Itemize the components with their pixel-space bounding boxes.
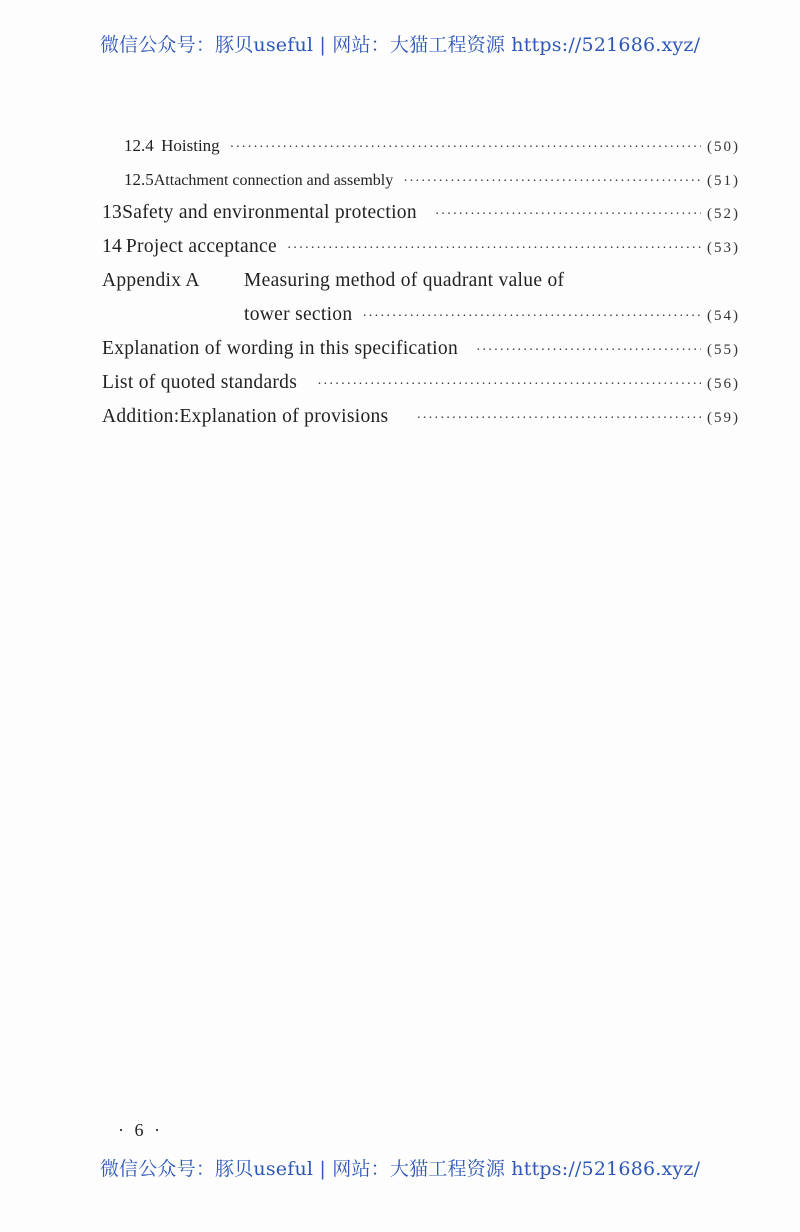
page-number: · 6 · [118,1120,163,1140]
toc-entry-number: Appendix A [102,270,200,291]
toc-leader-dots [416,411,701,427]
toc-entry-title: List of quoted standards [102,372,298,393]
toc-entry-appendix-heading[interactable] [102,270,564,292]
toc-leader-dots [476,343,701,359]
toc-entry-title: Addition:Explanation of provisions [102,406,389,427]
toc-leader-dots [317,377,701,393]
toc-entry-number: 13 [102,202,123,223]
toc-entry-title: Safety and environmental protection [122,202,417,223]
toc-entry-title: Attachment connection and assembly [153,172,394,189]
toc-leader-dots [362,309,701,325]
toc-entry[interactable] [244,304,740,326]
toc-leader-dots [287,241,701,257]
watermark-top: 微信公众号：豚贝useful | 网站：大猫工程资源 https://521686.xyz/ [99,34,701,56]
toc-entry-page: (54) [707,308,740,324]
toc-leader-dots [403,174,701,190]
toc-entry-page: (51) [707,173,740,189]
toc-entry-page: (53) [707,240,740,256]
toc-entry-page: (50) [707,139,740,155]
toc-entry-page: (56) [707,376,740,392]
toc-entry-title: Explanation of wording in this specification [102,338,459,359]
toc-entry-number: 14 [102,236,123,257]
toc-entry[interactable] [124,170,740,190]
watermark-bottom: 微信公众号：豚贝useful | 网站：大猫工程资源 https://521686.xyz/ [99,1158,701,1180]
toc-entry[interactable] [102,372,740,394]
toc-entry-page: (59) [707,410,740,426]
toc-entry[interactable] [124,136,740,156]
toc-entry-title-continued: tower section [244,304,353,325]
toc-entry-title: Hoisting [161,136,220,155]
toc-leader-dots [435,207,701,223]
toc-entry[interactable] [102,202,740,224]
toc-leader-dots [230,140,701,156]
toc-entry-title: Project acceptance [125,236,277,257]
toc-entry-title: Measuring method of quadrant value of [244,270,565,291]
toc-entry[interactable] [102,236,740,258]
toc-entry-page: (52) [707,206,740,222]
toc-entry[interactable] [102,338,740,360]
toc-entry-page: (55) [707,342,740,358]
toc-entry-number: 12.4 [124,136,154,155]
toc-entry[interactable] [102,406,740,428]
toc-entry-number: 12.5 [124,170,154,189]
